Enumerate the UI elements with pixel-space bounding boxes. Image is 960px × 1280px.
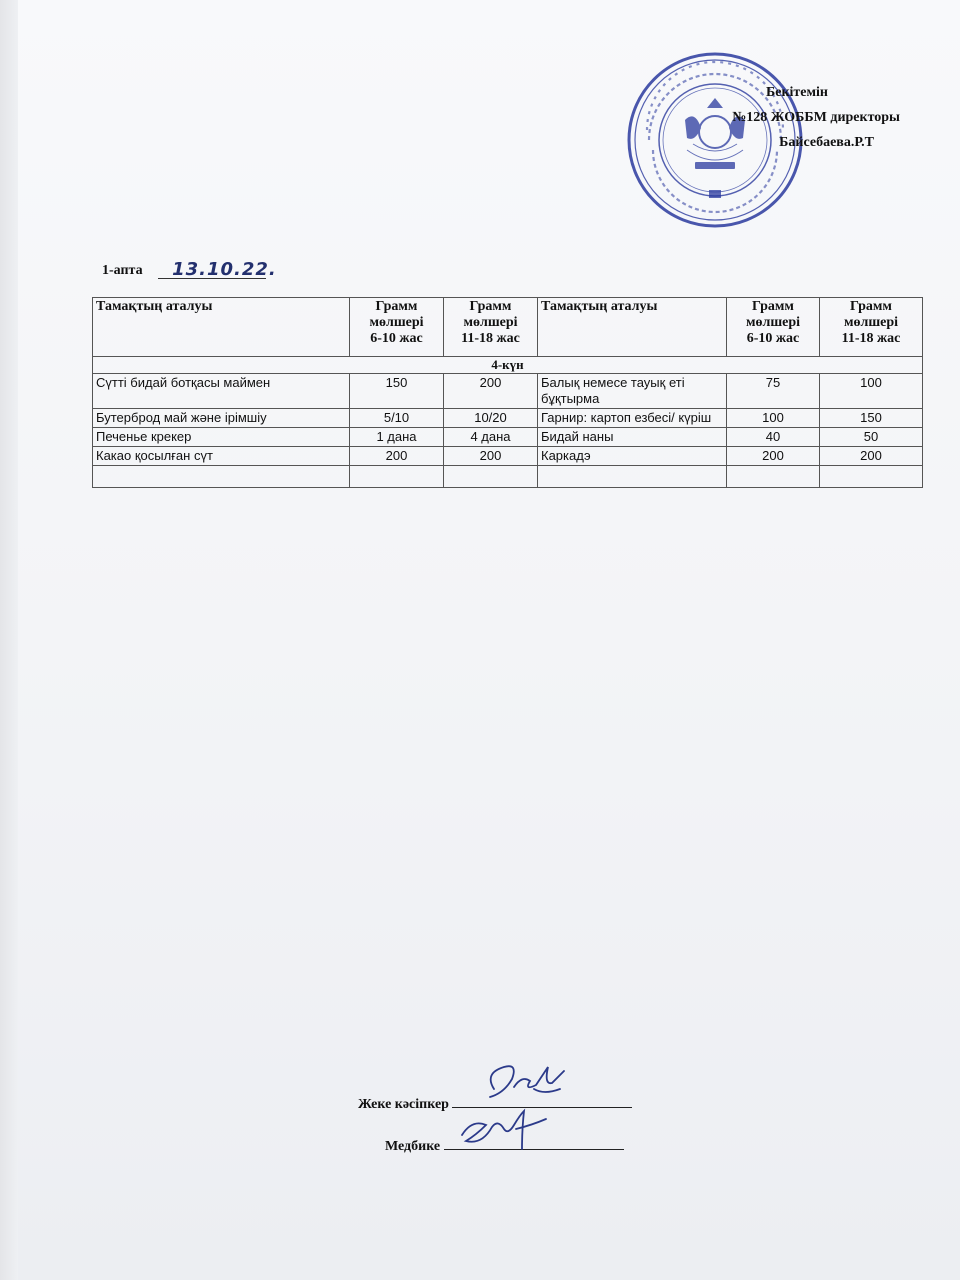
handwritten-signature — [474, 1059, 574, 1107]
table-row — [93, 374, 923, 409]
table-row — [93, 409, 923, 428]
gram-11-18: 100 — [820, 374, 923, 409]
menu-table — [92, 297, 923, 488]
empty-cell — [727, 466, 820, 488]
day-row — [93, 357, 923, 374]
header-food-name-1: Тамақтың аталуы — [93, 298, 350, 357]
header-gram-11-18-2: Грамм мөлшері 11-18 жас — [820, 298, 923, 357]
food-name: Гарнир: картоп езбесі/ күріш — [538, 409, 727, 428]
page-edge — [0, 0, 18, 1280]
gram-11-18: 200 — [444, 447, 538, 466]
signature-blank — [444, 1135, 624, 1150]
approval-block — [700, 80, 940, 155]
gram-11-18: 200 — [444, 374, 538, 409]
food-name: Бутерброд май және ірімшіу — [93, 409, 350, 428]
gram-6-10: 1 дана — [350, 428, 444, 447]
nurse-label: Медбике — [385, 1139, 441, 1154]
approval-title: Бекітемін — [765, 85, 828, 100]
gram-11-18: 200 — [820, 447, 923, 466]
header-gram-11-18-1: Грамм мөлшері 11-18 жас — [444, 298, 538, 357]
empty-cell — [820, 466, 923, 488]
date-field — [158, 258, 277, 280]
table-row — [93, 428, 923, 447]
food-name: Сүтті бидай ботқасы маймен — [93, 374, 350, 409]
header-gram-6-10-1: Грамм мөлшері 6-10 жас — [350, 298, 444, 357]
food-name: Балық немесе тауық еті бұқтырма — [538, 374, 727, 409]
table-header-row — [93, 298, 923, 357]
empty-cell — [350, 466, 444, 488]
gram-6-10: 40 — [727, 428, 820, 447]
entrepreneur-label: Жеке кәсіпкер — [358, 1097, 449, 1112]
day-label: 4-күн — [93, 357, 923, 374]
header-food-name-2: Тамақтың аталуы — [538, 298, 727, 357]
gram-11-18: 10/20 — [444, 409, 538, 428]
approval-position: №128 ЖОББМ директоры — [732, 110, 900, 125]
gram-6-10: 200 — [727, 447, 820, 466]
header-gram-6-10-2: Грамм мөлшері 6-10 жас — [727, 298, 820, 357]
empty-cell — [444, 466, 538, 488]
gram-6-10: 100 — [727, 409, 820, 428]
table-row-empty — [93, 466, 923, 488]
food-name: Какао қосылған сүт — [93, 447, 350, 466]
gram-11-18: 150 — [820, 409, 923, 428]
week-label: 1-апта — [102, 263, 143, 278]
empty-cell — [538, 466, 727, 488]
table-row — [93, 447, 923, 466]
week-line — [102, 258, 277, 280]
approval-name: Байсебаева.Р.Т — [779, 135, 874, 150]
handwritten-signature — [452, 1105, 552, 1155]
food-name: Печенье крекер — [93, 428, 350, 447]
gram-6-10: 200 — [350, 447, 444, 466]
nurse-signature-line — [385, 1135, 624, 1155]
gram-6-10: 75 — [727, 374, 820, 409]
food-name: Каркадэ — [538, 447, 727, 466]
handwritten-date: 13.10.22. — [172, 259, 277, 280]
food-name: Бидай наны — [538, 428, 727, 447]
gram-6-10: 150 — [350, 374, 444, 409]
empty-cell — [93, 466, 350, 488]
gram-11-18: 50 — [820, 428, 923, 447]
gram-6-10: 5/10 — [350, 409, 444, 428]
gram-11-18: 4 дана — [444, 428, 538, 447]
